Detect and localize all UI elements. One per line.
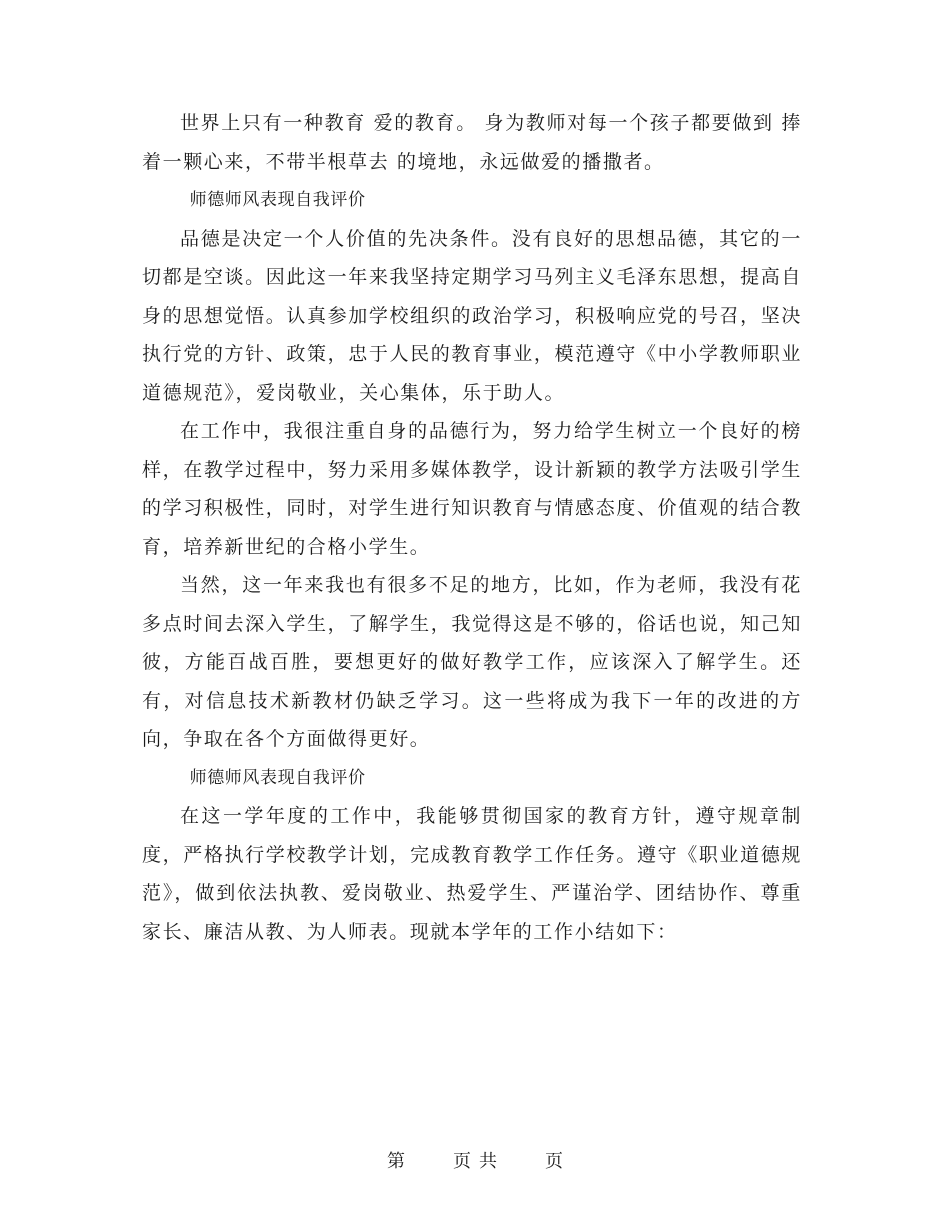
footer-page-label: 第 (387, 1151, 405, 1172)
section-heading: 师德师风表现自我评价 (189, 190, 366, 210)
paragraph-shortcomings: 当然，这一年来我也有很多不足的地方，比如，作为老师，我没有花多点时间去深入学生，了解学生，我觉得这是不够的，俗话也说，知己知彼，方能百战百胜，要想更好的做好教学工作，应该深入了解学生。还有，对信息技术新教材仍缺乏学习。这一些将成为我下一年的改进的方向，争取在各个方面做得更好。 (142, 574, 802, 750)
paragraph-summary: 在这一学年度的工作中，我能够贯彻国家的教育方针，遵守规章制度，严格执行学校教学计划，完成教育教学工作任务。遵守《职业道德规范》，做到依法执教、爱岗敬业、热爱学生、严谨治学、团结协作、尊重家长、廉洁从教、为人师表。现就本学年的工作小结如下： (142, 805, 802, 943)
page-footer (0, 1147, 950, 1173)
footer-page-word: 页 (453, 1151, 471, 1172)
footer-total-label: 共 (479, 1151, 497, 1172)
section-heading: 师德师风表现自我评价 (189, 767, 366, 788)
footer-total-word: 页 (545, 1151, 563, 1172)
paragraph-work: 在工作中，我很注重自身的品德行为，努力给学生树立一个良好的榜样，在教学过程中，努力采用多媒体教学，设计新颖的教学方法吸引学生的学习积极性，同时，对学生进行知识教育与情感态度、价值观的结合教育，培养新世纪的合格小学生。 (142, 420, 802, 558)
document-body (142, 104, 802, 951)
paragraph-moral: 品德是决定一个人价值的先决条件。没有良好的思想品德，其它的一切都是空谈。因此这一年来我坚持定期学习马列主义毛泽东思想，提高自身的思想觉悟。认真参加学校组织的政治学习，积极响应党的号召，坚决执行党的方针、政策，忠于人民的教育事业，模范遵守《中小学教师职业道德规范》，爱岗敬业，关心集体，乐于助人。 (142, 227, 802, 404)
paragraph-intro: 世界上只有一种教育 爱的教育。 身为教师对每一个孩子都要做到 捧着一颗心来，不带半根草去 的境地，永远做爱的播撒者。 (142, 112, 802, 173)
